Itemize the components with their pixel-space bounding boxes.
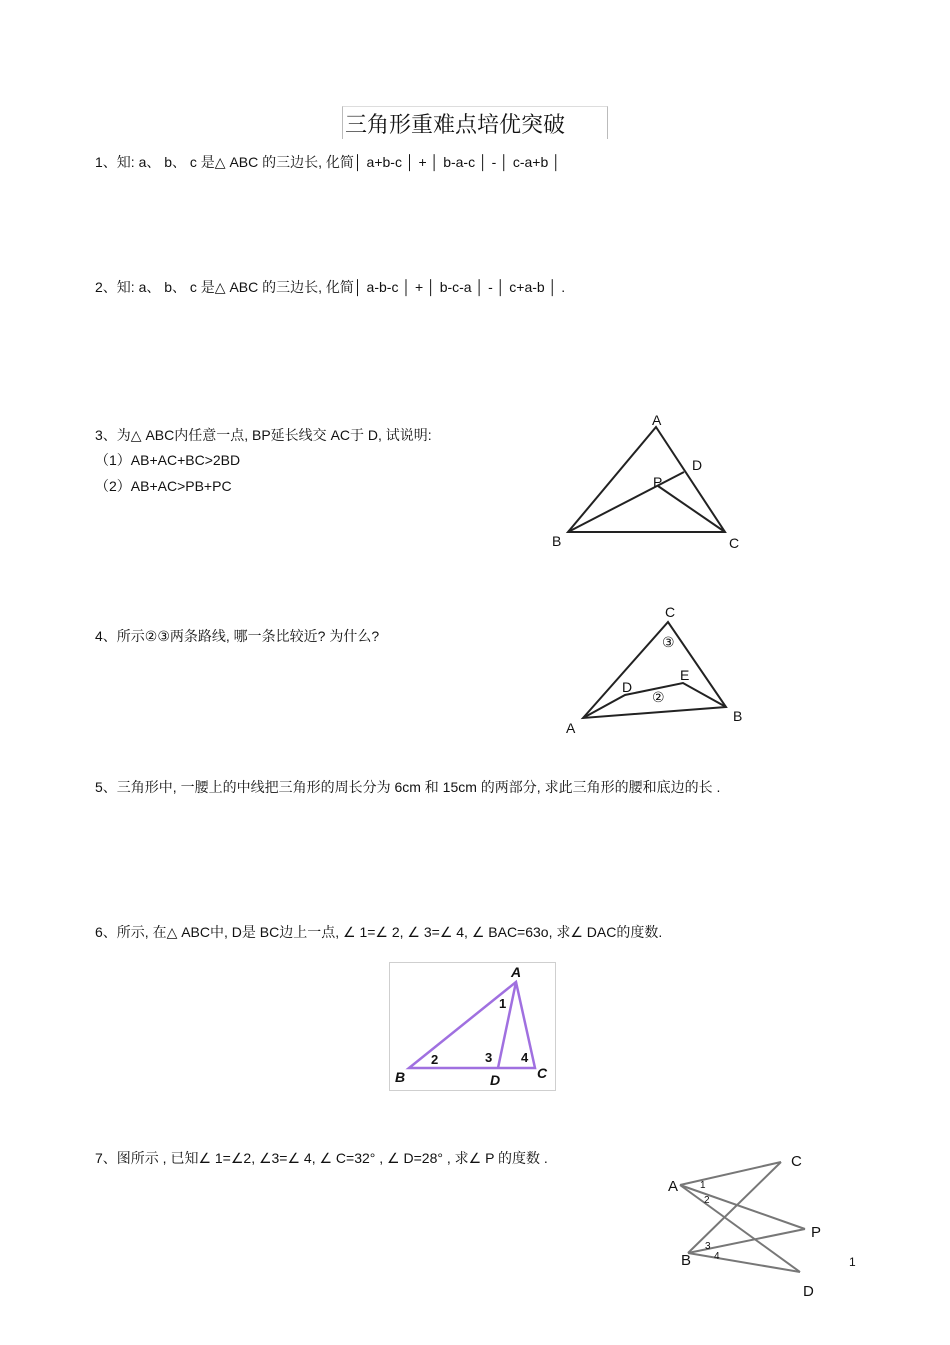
page-number: 1 bbox=[849, 1255, 856, 1269]
label-d: D bbox=[622, 679, 633, 695]
route-2-label: ② bbox=[652, 689, 665, 705]
segment-ap bbox=[680, 1185, 805, 1229]
label-a: A bbox=[652, 412, 662, 428]
label-e: E bbox=[680, 667, 690, 683]
angle-3-label: 3 bbox=[485, 1050, 493, 1065]
label-b: B bbox=[395, 1069, 406, 1085]
label-c: C bbox=[729, 535, 740, 551]
figure-7-crossed-triangles bbox=[660, 1145, 835, 1300]
segment-bd bbox=[568, 472, 684, 532]
triangle-abc bbox=[409, 982, 535, 1068]
label-d: D bbox=[692, 457, 703, 473]
label-b: B bbox=[681, 1252, 692, 1269]
route-3-label: ③ bbox=[662, 634, 675, 650]
figure-4-routes bbox=[555, 600, 765, 740]
segment-ad bbox=[680, 1185, 800, 1272]
segment-ac bbox=[680, 1162, 781, 1185]
question-5: 5、三角形中, 一腰上的中线把三角形的周长分为 6cm 和 15cm 的两部分, 求此三角形的腰和底边的长 . bbox=[95, 779, 721, 795]
question-3-part-2: （2）AB+AC>PB+PC bbox=[95, 478, 232, 494]
label-b: B bbox=[733, 708, 743, 724]
question-7: 7、图所示 , 已知∠ 1=∠2, ∠3=∠ 4, ∠ C=32° , ∠ D=28° , 求∠ P 的度数 . bbox=[95, 1150, 548, 1166]
segment-pc bbox=[658, 486, 725, 532]
label-d: D bbox=[803, 1283, 814, 1300]
angle-4-label: 4 bbox=[521, 1050, 529, 1065]
question-6: 6、所示, 在△ ABC中, D是 BC边上一点, ∠ 1=∠ 2, ∠ 3=∠ 4, ∠ BAC=63o, 求∠ DAC的度数. bbox=[95, 924, 663, 940]
label-a: A bbox=[668, 1178, 679, 1195]
question-3-part-1: （1）AB+AC+BC>2BD bbox=[95, 452, 241, 468]
angle-1-label: 1 bbox=[499, 996, 507, 1011]
label-a: A bbox=[566, 720, 576, 736]
segment-bd bbox=[688, 1253, 800, 1272]
figure-6-frame bbox=[390, 963, 556, 1091]
figure-3-triangle bbox=[540, 405, 760, 555]
label-a: A bbox=[511, 964, 522, 980]
angle-3-label: 3 bbox=[705, 1241, 711, 1252]
label-d: D bbox=[490, 1072, 501, 1088]
segment-bc bbox=[688, 1162, 781, 1253]
label-c: C bbox=[665, 604, 676, 620]
question-4: 4、所示②③两条路线, 哪一条比较近? 为什么? bbox=[95, 628, 380, 644]
label-b: B bbox=[552, 533, 562, 549]
angle-2-label: 2 bbox=[431, 1052, 439, 1067]
question-2: 2、知: a、 b、 c 是△ ABC 的三边长, 化简│ a-b-c │ + │ b-c-a │ - │ c+a-b │ . bbox=[95, 279, 566, 295]
page-title: 三角形重难点培优突破 bbox=[345, 113, 566, 138]
label-p: P bbox=[653, 474, 663, 490]
angle-4-label: 4 bbox=[714, 1251, 720, 1262]
question-1: 1、知: a、 b、 c 是△ ABC 的三边长, 化简│ a+b-c │ + │ b-a-c │ - │ c-a+b │ bbox=[95, 154, 561, 170]
label-c: C bbox=[791, 1153, 802, 1170]
label-p: P bbox=[811, 1224, 822, 1241]
figure-6-triangle bbox=[389, 962, 557, 1092]
angle-1-label: 1 bbox=[700, 1180, 706, 1191]
angle-2-label: 2 bbox=[704, 1195, 710, 1206]
label-c: C bbox=[537, 1065, 548, 1081]
question-3: 3、为△ ABC内任意一点, BP延长线交 AC于 D, 试说明: bbox=[95, 427, 432, 443]
